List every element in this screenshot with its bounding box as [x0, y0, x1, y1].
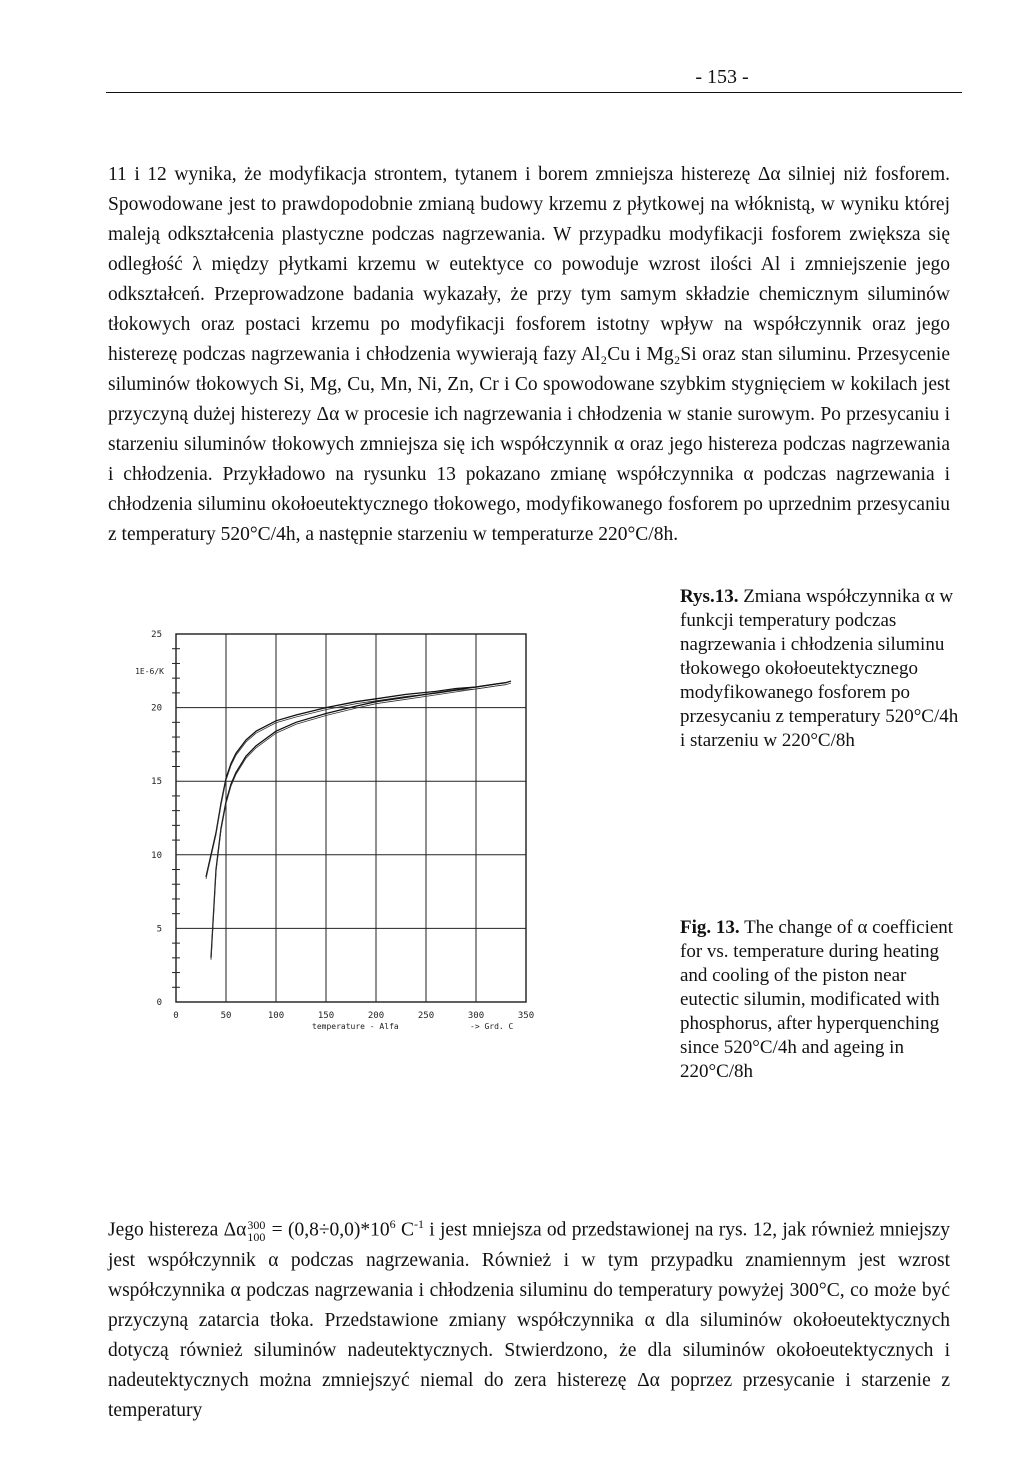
data-series-line — [206, 681, 511, 877]
paragraph2-rest: i jest mniejsza od przedstawionej na rys. 12, jak również mniejszy jest współczynnik α podczas nagrzewania. Również i w tym przypadku znamiennym jest wzrost współczynnika α podczas nagrzewania i chłodzenia siluminu do temperatury powyżej 300°C, co może być przyczyną zatarcia tłoka. Przedstawione zmiany współczynnika α dla siluminów okołoeutektycznych dotyczą również siluminów nadeutektycznych. Stwierdzono, że dla siluminów okołoeutektycznych i nadeutektycznych można zmniejszyć niemal do zera histerezę Δα poprzez przesycanie i starzenie z temperatury — [108, 1219, 951, 1421]
caption-en-label: Fig. 13. — [680, 917, 740, 938]
alpha-temperature-chart — [135, 612, 680, 1052]
formula-exponent-1: 6 — [389, 1217, 396, 1231]
caption-polish — [680, 585, 965, 753]
x-tick-label: 100 — [267, 1011, 285, 1021]
x-tick-label: 150 — [317, 1011, 335, 1021]
caption-english — [680, 916, 965, 1084]
x-tick-label: 350 — [517, 1011, 535, 1021]
page-number: - 153 - — [695, 66, 749, 88]
y-tick-label: 15 — [151, 777, 162, 788]
x-tick-label: 0 — [173, 1011, 179, 1021]
y-tick-label: 10 — [151, 850, 162, 861]
x-tick-label: 200 — [367, 1011, 385, 1021]
formula-body: = (0,8÷0,0)*10 — [266, 1219, 390, 1241]
y-tick-label: 25 — [151, 630, 162, 640]
y-tick-label: 5 — [156, 924, 162, 935]
x-tick-label: 300 — [467, 1011, 485, 1021]
x-unit-label: -> Grd. C — [470, 1022, 514, 1031]
body-paragraph-1: 11 i 12 wynika, że modyfikacja strontem, tytanem i borem zmniejsza histerezę Δα silniej niż fosforem. Spowodowane jest to prawdopodobnie zmianą budowy krzemu z płytkowej na włóknistą, w wyniku której maleją odkształcenia plastyczne podczas nagrzewania. W przypadku modyfikacji fosforem zwiększa się odległość λ między płytkami krzemu w eutektyce co powoduje wzrost ilości Al i zmniejszenie jego odkształceń. Przeprowadzone badania wykazały, że przy tym samym składzie chemicznym siluminów tłokowych oraz postaci krzemu po modyfikacji fosforem istotny wpływ na współczynnik oraz jego histerezę podczas nagrzewania i chłodzenia wywierają fazy Al₂Cu i Mg₂Si oraz stan siluminu. Przesycenie siluminów tłokowych Si, Mg, Cu, Mn, Ni, Zn, Cr i Co spowodowane szybkim stygnięciem w kokilach jest przyczyną dużej histerezy Δα w procesie ich nagrzewania i chłodzenia w stanie surowym. Po przesycaniu i starzeniu siluminów tłokowych zmniejsza się ich współczynnik α oraz jego histereza podczas nagrzewania i chłodzenia. Przykładowo na rysunku 13 pokazano zmianę współczynnika α podczas nagrzewania i chłodzenia siluminu okołoeutektycznego tłokowego, modyfikowanego fosforem po uprzednim przesycaniu z temperatury 520°C/4h, a następnie starzeniu w temperaturze 220°C/8h. — [108, 164, 950, 545]
formula-subscript: 100 — [247, 1230, 266, 1245]
figure-13-chart — [135, 612, 680, 1052]
body-paragraph-2 — [108, 1209, 950, 1426]
y-tick-label: 20 — [151, 703, 162, 714]
y-tick-label: 0 — [156, 998, 162, 1008]
formula-unit: C — [395, 1219, 414, 1241]
data-series-line — [211, 685, 506, 960]
paragraph2-start: Jego histereza Δα — [108, 1219, 247, 1241]
data-series-line — [211, 683, 506, 958]
x-tick-label: 50 — [220, 1011, 232, 1021]
x-tick-label: 250 — [417, 1011, 435, 1021]
y-axis-label: 1E-6/K — [135, 666, 164, 676]
x-axis-label: temperature - Alfa — [312, 1022, 399, 1031]
caption-pl-text: Zmiana współczynnika α w funkcji temperatury podczas nagrzewania i chłodzenia siluminu tłokowego okołoeutektycznego modyfikowanego fosforem po przesycaniu z temperatury 520°C/4h i starzeniu w 220°C/8h — [680, 586, 959, 751]
formula-superscript: 300 — [247, 1218, 266, 1233]
caption-en-text: The change of α coefficient for vs. temperature during heating and cooling of the piston near eutectic silumin, modificated with phosphorus, after hyperquenching since 520°C/4h and ageing in 220°C/8h — [680, 917, 954, 1082]
header-rule — [106, 92, 962, 93]
caption-pl-label: Rys.13. — [680, 586, 739, 607]
formula-exponent-2: -1 — [413, 1217, 424, 1231]
